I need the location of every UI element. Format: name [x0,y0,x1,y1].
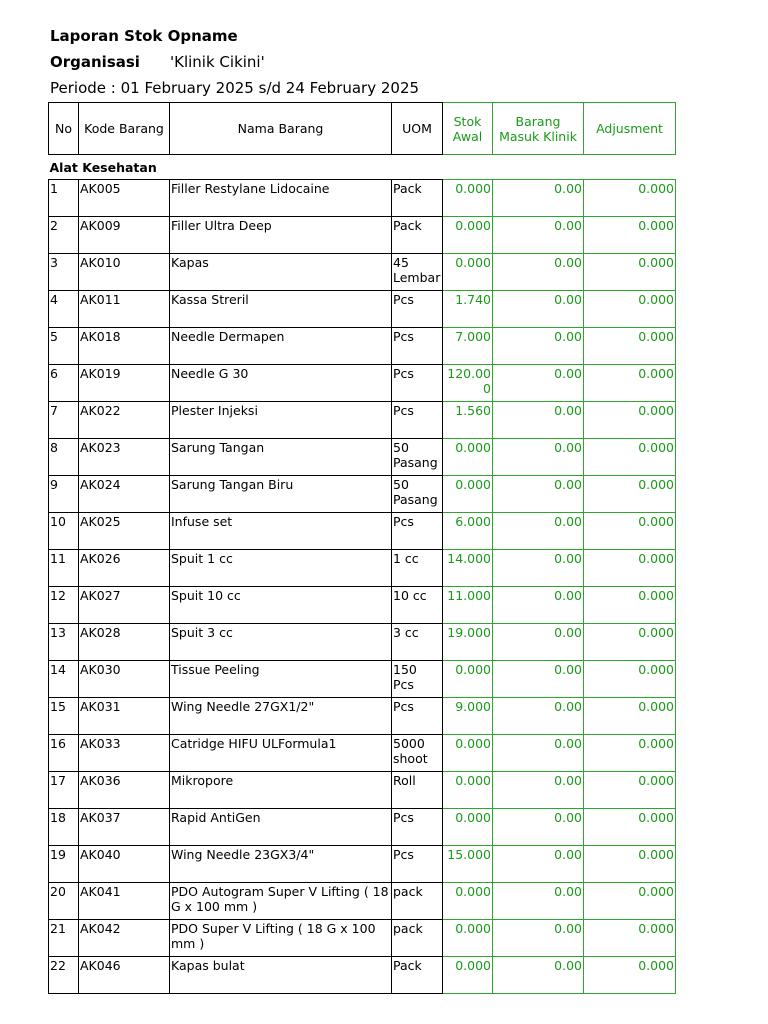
cell-barang-masuk: 0.00 [493,365,584,402]
cell-no: 13 [49,624,79,661]
cell-stok-awal: 11.000 [443,587,493,624]
table-row [49,291,676,328]
cell-no: 14 [49,661,79,698]
column-header-uom: UOM [392,103,443,155]
cell-nama-barang: Filler Restylane Lidocaine [170,180,392,217]
cell-kode-barang: AK040 [79,846,170,883]
table-row [49,735,676,772]
organization-line [50,53,265,71]
cell-barang-masuk: 0.00 [493,328,584,365]
cell-kode-barang: AK033 [79,735,170,772]
table-row [49,957,676,994]
cell-adjusment: 0.000 [584,365,676,402]
cell-stok-awal: 6.000 [443,513,493,550]
cell-adjusment: 0.000 [584,402,676,439]
cell-barang-masuk: 0.00 [493,957,584,994]
cell-adjusment: 0.000 [584,883,676,920]
cell-kode-barang: AK031 [79,698,170,735]
cell-barang-masuk: 0.00 [493,439,584,476]
cell-adjusment: 0.000 [584,809,676,846]
cell-no: 20 [49,883,79,920]
cell-kode-barang: AK025 [79,513,170,550]
table-row [49,661,676,698]
cell-uom: Pcs [392,513,443,550]
cell-nama-barang: Plester Injeksi [170,402,392,439]
cell-barang-masuk: 0.00 [493,735,584,772]
cell-stok-awal: 1.560 [443,402,493,439]
cell-adjusment: 0.000 [584,661,676,698]
cell-adjusment: 0.000 [584,328,676,365]
cell-stok-awal: 15.000 [443,846,493,883]
cell-uom: Roll [392,772,443,809]
cell-stok-awal: 0.000 [443,957,493,994]
cell-stok-awal: 1.740 [443,291,493,328]
table-row [49,772,676,809]
cell-adjusment: 0.000 [584,291,676,328]
cell-adjusment: 0.000 [584,735,676,772]
cell-barang-masuk: 0.00 [493,217,584,254]
organization-label: Organisasi [50,53,140,71]
cell-nama-barang: Filler Ultra Deep [170,217,392,254]
cell-adjusment: 0.000 [584,698,676,735]
cell-adjusment: 0.000 [584,624,676,661]
cell-stok-awal: 0.000 [443,735,493,772]
cell-stok-awal: 19.000 [443,624,493,661]
period-line: Periode : 01 February 2025 s/d 24 February 2025 [50,79,420,97]
cell-uom: 1 cc [392,550,443,587]
cell-nama-barang: Rapid AntiGen [170,809,392,846]
cell-uom: Pcs [392,328,443,365]
cell-barang-masuk: 0.00 [493,624,584,661]
cell-nama-barang: Spuit 1 cc [170,550,392,587]
table-row [49,883,676,920]
cell-stok-awal: 0.000 [443,217,493,254]
cell-adjusment: 0.000 [584,180,676,217]
table-header-row [49,103,676,155]
cell-kode-barang: AK023 [79,439,170,476]
cell-kode-barang: AK030 [79,661,170,698]
cell-uom: pack [392,920,443,957]
cell-uom: Pcs [392,809,443,846]
cell-no: 8 [49,439,79,476]
table-row [49,439,676,476]
cell-kode-barang: AK027 [79,587,170,624]
cell-adjusment: 0.000 [584,772,676,809]
cell-nama-barang: Wing Needle 27GX1/2" [170,698,392,735]
cell-adjusment: 0.000 [584,846,676,883]
table-row [49,624,676,661]
cell-uom: 50 Pasang [392,476,443,513]
cell-kode-barang: AK036 [79,772,170,809]
cell-nama-barang: Sarung Tangan Biru [170,476,392,513]
table-row [49,402,676,439]
cell-uom: 3 cc [392,624,443,661]
cell-no: 12 [49,587,79,624]
cell-barang-masuk: 0.00 [493,180,584,217]
cell-stok-awal: 0.000 [443,920,493,957]
cell-nama-barang: Needle Dermapen [170,328,392,365]
cell-kode-barang: AK041 [79,883,170,920]
cell-no: 15 [49,698,79,735]
cell-kode-barang: AK028 [79,624,170,661]
cell-barang-masuk: 0.00 [493,698,584,735]
table-row [49,513,676,550]
cell-no: 7 [49,402,79,439]
cell-barang-masuk: 0.00 [493,920,584,957]
cell-kode-barang: AK046 [79,957,170,994]
stock-opname-table [48,102,676,994]
cell-stok-awal: 0.000 [443,476,493,513]
table-row [49,920,676,957]
cell-kode-barang: AK037 [79,809,170,846]
cell-no: 4 [49,291,79,328]
cell-adjusment: 0.000 [584,439,676,476]
cell-stok-awal: 0.000 [443,772,493,809]
cell-nama-barang: Tissue Peeling [170,661,392,698]
cell-uom: Pcs [392,402,443,439]
cell-no: 3 [49,254,79,291]
cell-barang-masuk: 0.00 [493,809,584,846]
cell-barang-masuk: 0.00 [493,883,584,920]
cell-uom: Pack [392,957,443,994]
cell-no: 1 [49,180,79,217]
category-row [49,155,676,180]
cell-uom: pack [392,883,443,920]
cell-adjusment: 0.000 [584,957,676,994]
cell-barang-masuk: 0.00 [493,550,584,587]
table-row [49,587,676,624]
cell-nama-barang: Kapas [170,254,392,291]
cell-kode-barang: AK019 [79,365,170,402]
cell-uom: 45 Lembar [392,254,443,291]
cell-nama-barang: PDO Super V Lifting ( 18 G x 100 mm ) [170,920,392,957]
organization-value: 'Klinik Cikini' [170,53,265,71]
category-label: Alat Kesehatan [49,159,157,175]
column-header-adjusment: Adjusment [584,103,676,155]
cell-kode-barang: AK022 [79,402,170,439]
cell-barang-masuk: 0.00 [493,661,584,698]
cell-adjusment: 0.000 [584,217,676,254]
cell-adjusment: 0.000 [584,587,676,624]
cell-uom: Pcs [392,365,443,402]
cell-stok-awal: 0.000 [443,661,493,698]
cell-uom: 10 cc [392,587,443,624]
cell-nama-barang: Catridge HIFU ULFormula1 [170,735,392,772]
cell-no: 18 [49,809,79,846]
cell-stok-awal: 9.000 [443,698,493,735]
cell-no: 21 [49,920,79,957]
table-row [49,550,676,587]
cell-uom: Pcs [392,291,443,328]
cell-nama-barang: Spuit 10 cc [170,587,392,624]
cell-barang-masuk: 0.00 [493,476,584,513]
table-row [49,180,676,217]
cell-nama-barang: Kassa Streril [170,291,392,328]
cell-no: 2 [49,217,79,254]
cell-uom: Pcs [392,698,443,735]
cell-barang-masuk: 0.00 [493,587,584,624]
column-header-nama-barang: Nama Barang [170,103,392,155]
cell-adjusment: 0.000 [584,254,676,291]
cell-kode-barang: AK005 [79,180,170,217]
cell-uom: 50 Pasang [392,439,443,476]
cell-nama-barang: Spuit 3 cc [170,624,392,661]
column-header-stok-awal: Stok Awal [443,103,493,155]
cell-kode-barang: AK010 [79,254,170,291]
cell-no: 16 [49,735,79,772]
cell-stok-awal: 0.000 [443,809,493,846]
column-header-no: No [49,103,79,155]
cell-nama-barang: Mikropore [170,772,392,809]
cell-kode-barang: AK026 [79,550,170,587]
column-header-barang-masuk: Barang Masuk Klinik [493,103,584,155]
cell-adjusment: 0.000 [584,550,676,587]
table-row [49,476,676,513]
cell-uom: 5000 shoot [392,735,443,772]
cell-stok-awal: 7.000 [443,328,493,365]
cell-stok-awal: 0.000 [443,883,493,920]
cell-stok-awal: 0.000 [443,180,493,217]
cell-uom: 150 Pcs [392,661,443,698]
table-row [49,254,676,291]
cell-adjusment: 0.000 [584,920,676,957]
cell-barang-masuk: 0.00 [493,291,584,328]
cell-stok-awal: 14.000 [443,550,493,587]
cell-barang-masuk: 0.00 [493,254,584,291]
cell-barang-masuk: 0.00 [493,772,584,809]
cell-kode-barang: AK009 [79,217,170,254]
table-row [49,809,676,846]
cell-uom: Pack [392,180,443,217]
cell-nama-barang: PDO Autogram Super V Lifting ( 18 G x 100 mm ) [170,883,392,920]
cell-kode-barang: AK042 [79,920,170,957]
report-title: Laporan Stok Opname [50,27,238,45]
cell-adjusment: 0.000 [584,476,676,513]
cell-nama-barang: Sarung Tangan [170,439,392,476]
table-row [49,217,676,254]
cell-nama-barang: Infuse set [170,513,392,550]
cell-nama-barang: Kapas bulat [170,957,392,994]
cell-kode-barang: AK024 [79,476,170,513]
table-row [49,365,676,402]
cell-uom: Pcs [392,846,443,883]
cell-uom: Pack [392,217,443,254]
cell-stok-awal: 0.000 [443,439,493,476]
cell-no: 19 [49,846,79,883]
cell-no: 22 [49,957,79,994]
cell-nama-barang: Wing Needle 23GX3/4" [170,846,392,883]
cell-nama-barang: Needle G 30 [170,365,392,402]
cell-kode-barang: AK018 [79,328,170,365]
cell-no: 10 [49,513,79,550]
cell-no: 6 [49,365,79,402]
cell-no: 5 [49,328,79,365]
cell-no: 17 [49,772,79,809]
column-header-kode-barang: Kode Barang [79,103,170,155]
cell-kode-barang: AK011 [79,291,170,328]
table-row [49,328,676,365]
table-row [49,698,676,735]
cell-stok-awal: 0.000 [443,254,493,291]
cell-barang-masuk: 0.00 [493,513,584,550]
table-row [49,846,676,883]
cell-adjusment: 0.000 [584,513,676,550]
cell-barang-masuk: 0.00 [493,846,584,883]
cell-stok-awal: 120.000 [443,365,493,402]
cell-no: 9 [49,476,79,513]
cell-barang-masuk: 0.00 [493,402,584,439]
cell-no: 11 [49,550,79,587]
